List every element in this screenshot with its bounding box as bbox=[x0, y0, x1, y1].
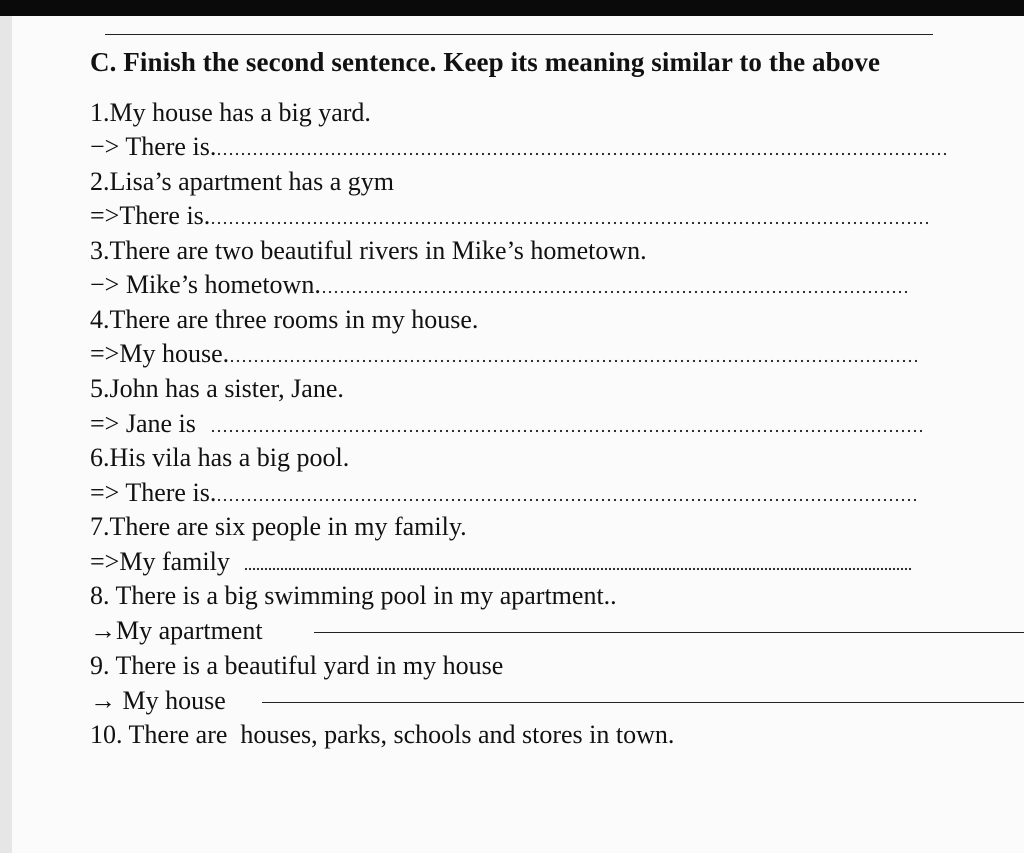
page-left-margin bbox=[0, 16, 12, 853]
answer-blank-1[interactable] bbox=[216, 152, 946, 156]
answer-prompt-8: →My apartment bbox=[90, 616, 263, 645]
answer-blank-6[interactable] bbox=[216, 498, 918, 502]
sentence-1: 1.My house has a big yard. bbox=[90, 98, 371, 127]
answer-prompt-6: => There is. bbox=[90, 478, 217, 507]
sentence-5: 5.John has a sister, Jane. bbox=[90, 374, 344, 403]
answer-row-6 bbox=[90, 478, 918, 508]
sentence-8: 8. There is a big swimming pool in my apartment.. bbox=[90, 581, 617, 610]
answer-row-3 bbox=[90, 270, 911, 300]
sentence-6: 6.His vila has a big pool. bbox=[90, 443, 350, 472]
top-rule bbox=[105, 34, 933, 35]
worksheet-page bbox=[12, 16, 1024, 853]
answer-row-1 bbox=[90, 132, 946, 162]
sentence-3: 3.There are two beautiful rivers in Mike’s hometown. bbox=[90, 236, 647, 265]
answer-prompt-2: =>There is. bbox=[90, 201, 211, 230]
top-bar bbox=[0, 0, 1024, 16]
answer-blank-9[interactable] bbox=[262, 702, 1024, 703]
sentence-2: 2.Lisa’s apartment has a gym bbox=[90, 167, 394, 196]
answer-blank-4[interactable] bbox=[229, 359, 917, 363]
answer-prompt-4: =>My house. bbox=[90, 339, 230, 368]
answer-prompt-3: −> Mike’s hometown. bbox=[90, 270, 321, 299]
answer-blank-7[interactable] bbox=[244, 567, 912, 571]
answer-row-2 bbox=[90, 201, 928, 231]
section-heading: C. Finish the second sentence. Keep its meaning similar to the above bbox=[90, 47, 881, 77]
answer-row-5 bbox=[90, 409, 922, 439]
answer-blank-8[interactable] bbox=[314, 632, 1024, 633]
answer-prompt-9: → My house bbox=[90, 686, 226, 715]
sentence-10: 10. There are houses, parks, schools and stores in town. bbox=[90, 720, 675, 749]
answer-prompt-7: =>My family bbox=[90, 547, 230, 576]
sentence-7: 7.There are six people in my family. bbox=[90, 512, 467, 541]
answer-blank-5[interactable] bbox=[210, 429, 922, 433]
sentence-9: 9. There is a beautiful yard in my house bbox=[90, 651, 504, 680]
sentence-4: 4.There are three rooms in my house. bbox=[90, 305, 479, 334]
answer-prompt-1: −> There is. bbox=[90, 132, 217, 161]
answer-blank-2[interactable] bbox=[210, 221, 928, 225]
answer-row-4 bbox=[90, 339, 917, 369]
answer-blank-3[interactable] bbox=[321, 290, 911, 294]
answer-prompt-5: => Jane is bbox=[90, 409, 196, 438]
answer-row-7 bbox=[90, 547, 912, 577]
